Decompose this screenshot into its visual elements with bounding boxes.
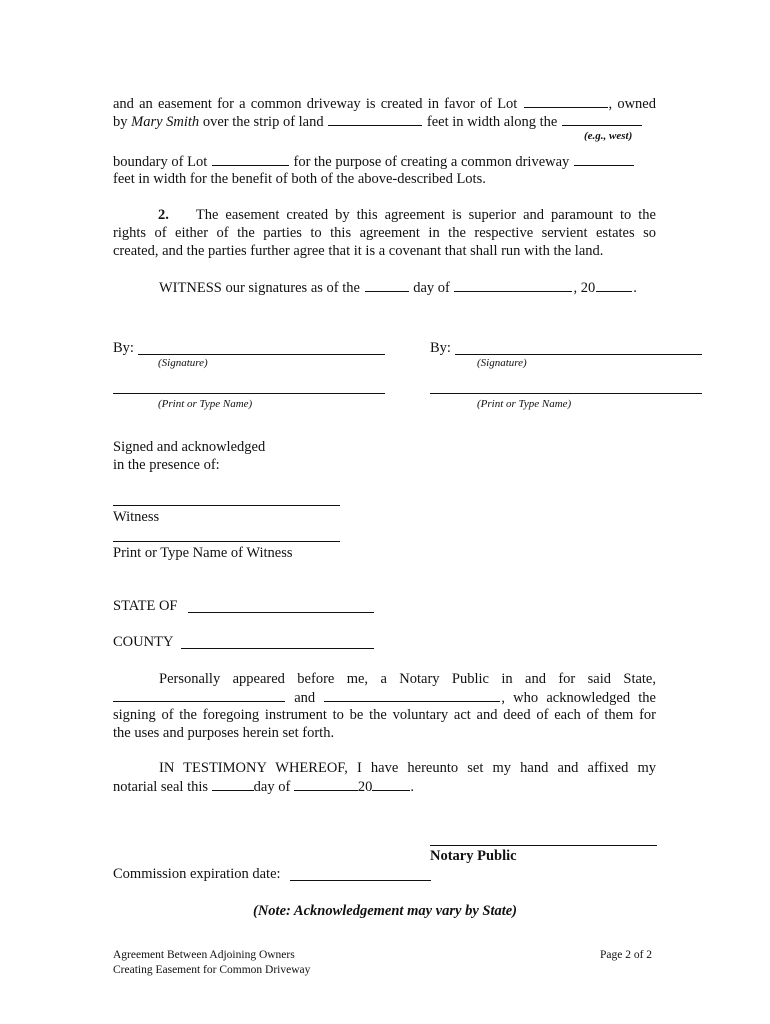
testimony-month-blank[interactable]	[294, 777, 358, 791]
direction-hint: (e.g., west)	[584, 130, 633, 142]
county-label: COUNTY	[113, 634, 174, 650]
signature-caption-left: (Signature)	[158, 357, 208, 369]
signature-caption-right: (Signature)	[477, 357, 527, 369]
para1-line3: boundary of Lot for the purpose of creating a common driveway	[113, 152, 656, 171]
para2-line1: 2. The easement created by this agreement is superior and paramount to the	[158, 207, 656, 223]
signature-line-left[interactable]	[138, 354, 385, 355]
footer-title	[113, 948, 310, 978]
notary-title: Notary Public	[430, 848, 517, 864]
owner-name: Mary Smith	[131, 114, 200, 130]
name-caption-left: (Print or Type Name)	[158, 398, 253, 410]
para2-line3: created, and the parties further agree that it is a covenant that shall run with the land.	[113, 243, 604, 259]
footer-line2: Creating Easement for Common Driveway	[113, 964, 311, 976]
witness-caption: Witness	[113, 509, 160, 525]
appearer1-blank[interactable]	[113, 688, 285, 702]
lot2-blank[interactable]	[212, 152, 289, 166]
testimony-day-blank[interactable]	[212, 777, 254, 791]
signature-line-right[interactable]	[455, 354, 702, 355]
footer-line1: Agreement Between Adjoining Owners	[113, 949, 295, 961]
state-label: STATE OF	[113, 598, 178, 614]
testimony-line1: IN TESTIMONY WHEREOF, I have hereunto set my hand and affixed my	[159, 760, 656, 776]
direction-blank[interactable]	[562, 112, 642, 126]
presence-block	[113, 438, 265, 474]
name-line-right[interactable]	[430, 393, 702, 394]
presence-line1: Signed and acknowledged	[113, 439, 266, 455]
testimony-line2: notarial seal this day of 20 .	[113, 779, 415, 795]
notary-signature-line[interactable]	[430, 845, 657, 846]
by-label-right: By:	[430, 340, 451, 356]
testimony-year-blank[interactable]	[372, 777, 410, 791]
county-blank[interactable]	[181, 648, 374, 649]
ack-line4: the uses and purposes herein set forth.	[113, 725, 335, 741]
witness-month-blank[interactable]	[454, 278, 572, 292]
appearer2-blank[interactable]	[324, 688, 500, 702]
page-number: Page 2 of 2	[600, 949, 653, 961]
lot-blank[interactable]	[524, 94, 608, 108]
driveway-width-blank[interactable]	[574, 152, 634, 166]
by-label-left: By:	[113, 340, 134, 356]
acknowledgement-note: (Note: Acknowledgement may vary by State)	[252, 903, 518, 919]
name-caption-right: (Print or Type Name)	[477, 398, 572, 410]
para2-line2: rights of either of the parties to this agreement in the respective servient estates so	[113, 225, 656, 241]
commission-label: Commission expiration date:	[113, 866, 281, 882]
commission-date-blank[interactable]	[290, 880, 431, 881]
witness-name-line[interactable]	[113, 541, 340, 542]
para1-line1: and an easement for a common driveway is created in favor of Lot , owned	[113, 96, 656, 112]
para1-line4: feet in width for the benefit of both of the above-described Lots.	[113, 171, 486, 187]
ack-line1: Personally appeared before me, a Notary Public in and for said State,	[159, 671, 656, 687]
state-blank[interactable]	[188, 612, 374, 613]
para2-number: 2.	[158, 207, 169, 223]
witness-date-line: WITNESS our signatures as of the day of , 20 .	[159, 280, 637, 296]
witness-name-caption: Print or Type Name of Witness	[113, 545, 293, 561]
ack-line3: signing of the foregoing instrument to be the voluntary act and deed of each of them for	[113, 707, 656, 723]
ack-line2: and , who acknowledged the	[113, 688, 656, 707]
witness-signature-line[interactable]	[113, 505, 340, 506]
witness-year-blank[interactable]	[596, 278, 632, 292]
witness-day-blank[interactable]	[365, 278, 409, 292]
para1-line2: by Mary Smith over the strip of land feet in width along the	[113, 112, 656, 131]
strip-width-blank[interactable]	[328, 112, 422, 126]
presence-line2: in the presence of:	[113, 457, 220, 473]
name-line-left[interactable]	[113, 393, 385, 394]
